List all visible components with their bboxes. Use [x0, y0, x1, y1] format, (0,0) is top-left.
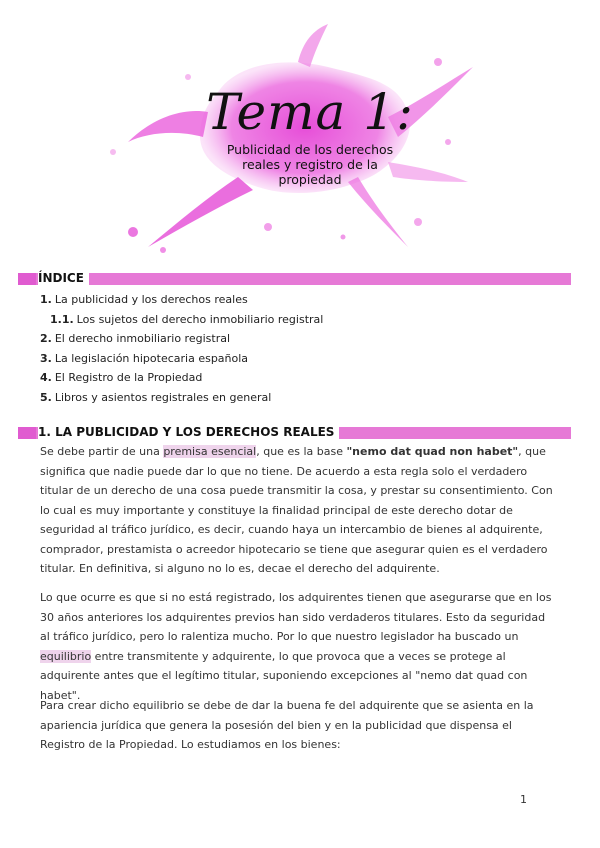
paragraph: Para crear dicho equilibrio se debe de dar la buena fe del adquirente que se asienta en la apariencia jurídica que genera la posesión del bien y en la publicidad que dispensa el Registro de la Propiedad. Lo estudiamos en los bienes:	[40, 699, 534, 751]
index-heading: ÍNDICE	[38, 271, 89, 286]
index-heading-bar	[18, 271, 571, 286]
heading-chip	[18, 427, 36, 439]
heading-bar	[18, 273, 571, 285]
index-item: 1.1. Los sujetos del derecho inmobiliario registral	[50, 312, 324, 326]
index-item: 2. El derecho inmobiliario registral	[40, 332, 231, 345]
paragraph: Se debe partir de una premisa esencial, que es la base "nemo dat quad non habet", que significa que nadie puede dar lo que no tiene. De acuerdo a esta regla solo el verdadero titular de un derecho de una cosa puede transmitir la cosa, y prestar su consentimiento. Con lo cual es muy importante y constituye la finalidad principal de este derecho dotar de seguridad al tráfico jurídico, es decir, cuando haya un intercambio de bienes al adquirente, comprador, prestamista o acreedor hipotecario se tiene que asegurar quien es el verdadero titular. En definitiva, si alguno no lo es, decae el derecho del adquirente.	[40, 445, 553, 575]
page-number: 1	[520, 793, 527, 806]
heading-chip	[18, 273, 36, 285]
index-item: 5. Libros y asientos registrales en general	[40, 390, 272, 404]
page-subtitle: Publicidad de los derechos reales y registro de la propiedad	[226, 142, 394, 187]
highlight: premisa esencial	[163, 445, 257, 458]
latin-maxim: "nemo dat quad non habet"	[346, 445, 519, 458]
page-title: Tema 1:	[206, 83, 414, 141]
section-heading-bar	[18, 425, 571, 440]
index-item: 3. La legislación hipotecaria española	[40, 351, 249, 365]
paragraph: Lo que ocurre es que si no está registrado, los adquirentes tienen que asegurarse que en los 30 años anteriores los adquirentes previos han sido verdaderos titulares. Esto da seguridad al tráfico jurídico, pero lo ralentiza mucho. Por lo que nuestro legislador ha buscado un equilibrio entre transmitente y adquirente, lo que provoca que a veces se protege al adquirente antes que el legítimo titular, suponiendo excepciones al "nemo dat quad con habet".	[40, 591, 552, 702]
title-block	[200, 83, 420, 187]
index-item: 4. El Registro de la Propiedad	[40, 371, 203, 384]
section-heading: 1. LA PUBLICIDAD Y LOS DERECHOS REALES	[38, 425, 339, 440]
index-list	[40, 290, 323, 407]
highlight: equilibrio	[40, 649, 92, 663]
index-item: 1. La publicidad y los derechos reales	[40, 293, 248, 306]
